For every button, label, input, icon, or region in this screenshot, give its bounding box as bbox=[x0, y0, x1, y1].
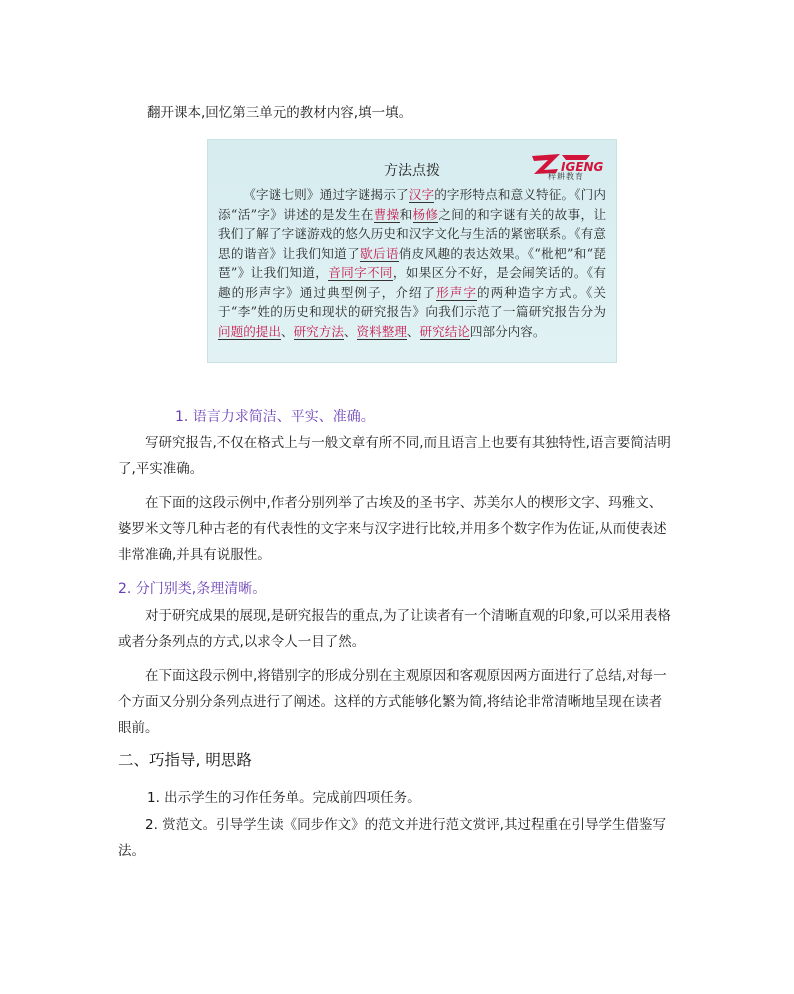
section1-paragraph-2: 在下面的这段示例中,作者分别列举了古埃及的圣书字、苏美尔人的楔形文字、玛雅文、婆罗米文等几种古老的有代表性的文字来与汉字进行比较,并用多个数字作为佐证,从而使表述非常准确,并具有说服性。 bbox=[118, 495, 667, 563]
card-title: 方法点拨 bbox=[384, 163, 440, 179]
answer-blank: 研究方法 bbox=[293, 323, 344, 339]
card-body-text: 《字谜七则》通过字谜揭示了汉字的字形特点和意义特征。《门内添“活”字》讲述的是发生在曹操和杨修之间的和字谜有关的故事，让我们了解了字谜游戏的悠久历史和汉字文化与生活的紧密联系。《有意思的谐音》让我们知道了歇后语俏皮风趣的表达效果。《“枇杷”和“琵琶”》让我们知道，音同字不同，如果区分不好，是会闹笑话的。《有趣的形声字》通过典型例子，介绍了形声字的两种造字方式。《关于“李”姓的历史和现状的研究报告》向我们示范了一篇研究报告分为问题的提出、研究方法、资料整理、研究结论四部分内容。 bbox=[218, 187, 607, 339]
task-2: 2. 赏范文。引导学生读《同步作文》的范文并进行范文赏评,其过程重在引导学生借鉴写法。 bbox=[118, 817, 666, 859]
section1-paragraph-1: 写研究报告,不仅在格式上与一般文章有所不同,而且语言上也要有其独特性,语言要简洁明了,平实准确。 bbox=[118, 435, 671, 477]
answer-blank: 资料整理 bbox=[356, 323, 407, 339]
part2-heading: 二、巧指导, 明思路 bbox=[118, 751, 252, 769]
logo-caption: 梓耕教育 bbox=[548, 172, 584, 181]
intro-instruction: 翻开课本,回忆第三单元的教材内容,填一填。 bbox=[147, 105, 413, 121]
answer-blank: 问题的提出 bbox=[218, 323, 281, 339]
answer-blank: 研究结论 bbox=[419, 323, 470, 339]
answer-blank: 形声字 bbox=[436, 284, 478, 300]
answer-blank: 杨修 bbox=[412, 206, 439, 222]
section1-heading: 1. 语言力求简洁、平实、准确。 bbox=[175, 409, 375, 425]
svg-text:IGENG: IGENG bbox=[561, 160, 604, 174]
answer-blank: 歇后语 bbox=[360, 245, 399, 261]
answer-blank: 汉字 bbox=[408, 187, 435, 202]
method-tips-card bbox=[207, 139, 617, 363]
answer-blank: 曹操 bbox=[373, 206, 400, 222]
section2-paragraph-1: 对于研究成果的展现,是研究报告的重点,为了让读者有一个清晰直观的印象,可以采用表格或者分条列点的方式,以求令人一目了然。 bbox=[118, 608, 671, 650]
answer-blank: 音同 bbox=[328, 265, 355, 280]
task-1: 1. 出示学生的习作任务单。完成前四项任务。 bbox=[147, 790, 421, 806]
section2-heading: 2. 分门别类,条理清晰。 bbox=[118, 581, 267, 597]
answer-blank: 字不同 bbox=[354, 265, 393, 280]
section2-paragraph-2: 在下面这段示例中,将错别字的形成分别在主观原因和客观原因两方面进行了总结,对每一个方面又分别分条列点进行了阐述。这样的方式能够化繁为简,将结论非常清晰地呈现在读者眼前。 bbox=[118, 668, 667, 736]
